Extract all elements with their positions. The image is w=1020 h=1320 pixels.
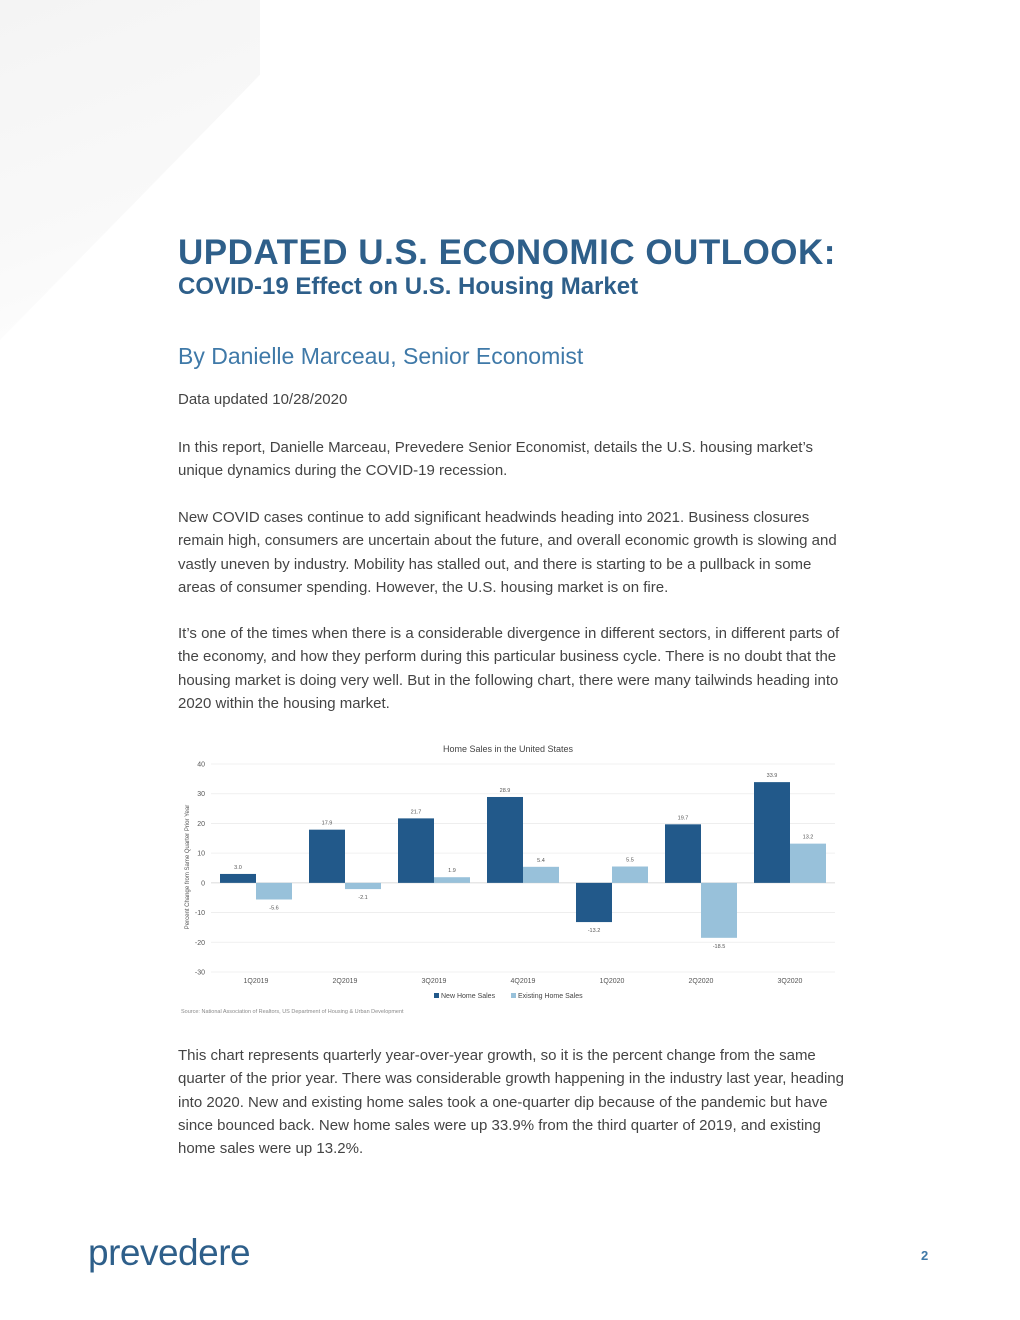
x-tick-label: 3Q2020 [777, 978, 803, 985]
page-number: 2 [921, 1248, 929, 1263]
bar-new-home-sales [220, 874, 256, 883]
chart-bars [220, 782, 826, 938]
y-tick-label: 30 [197, 791, 205, 799]
data-label: 33.9 [766, 773, 778, 780]
paragraph-chart-explanation: This chart represents quarterly year-over-year growth, so it is the percent change from the same quarter of the prior year. There was considerable growth happening in the industry last year, heading into 2020. New and existing home sales took a one-quarter dip because of the pandemic but have since bounced back. New home sales were up 33.9% from the third quarter of 2019, and existing home sales were up 13.2%. [178, 1047, 844, 1158]
data-label: 28.9 [499, 787, 511, 794]
data-label: -5.6 [269, 905, 279, 912]
page-title: UPDATED U.S. ECONOMIC OUTLOOK: [178, 233, 836, 272]
x-tick-label: 2Q2019 [332, 978, 358, 985]
data-label: 5.4 [537, 857, 545, 864]
bar-existing-home-sales [345, 883, 381, 889]
bar-existing-home-sales [434, 877, 470, 883]
bar-new-home-sales [487, 797, 523, 883]
chart-x-ticks [244, 978, 803, 985]
chart-y-ticks [195, 762, 205, 977]
paragraph-covid-headwinds: New COVID cases continue to add significant headwinds heading into 2021. Business closures remain high, consumers are uncertain about the future, and overall economic growth is slowing and vastly uneven by industry. Mobility has stalled out, and there is starting to be a pullback in some areas of consumer spending. However, the U.S. housing market is on fire. [178, 509, 837, 596]
bar-existing-home-sales [256, 883, 292, 900]
data-label: -2.1 [358, 895, 368, 902]
x-tick-label: 4Q2019 [510, 978, 536, 985]
paragraph-intro: In this report, Danielle Marceau, Prevedere Senior Economist, details the U.S. housing market’s unique dynamics during the COVID-19 recession. [178, 439, 814, 480]
data-label: -18.5 [712, 943, 726, 950]
legend-swatch [511, 993, 516, 998]
data-label: 13.2 [802, 834, 814, 841]
x-tick-label: 3Q2019 [421, 978, 447, 985]
paragraph-divergence: It’s one of the times when there is a considerable divergence in different sectors, in different parts of the economy, and how they perform during this particular business cycle. There is no doubt that the housing market is doing very well. But in the following chart, there were many tailwinds heading into 2020 within the housing market. [178, 625, 840, 712]
chart-title: Home Sales in the United States [442, 744, 574, 754]
author-byline: By Danielle Marceau, Senior Economist [178, 343, 584, 369]
x-tick-label: 1Q2019 [243, 978, 269, 985]
y-tick-label: 20 [197, 820, 205, 828]
chart-y-axis-label: Percent Change from Same Quarter Prior Year [185, 804, 191, 930]
bar-new-home-sales [576, 883, 612, 922]
home-sales-chart [178, 740, 840, 1020]
chart-source-note: Source: National Association of Realtors, US Department of Housing & Urban Development [181, 1009, 404, 1015]
page-subtitle: COVID-19 Effect on U.S. Housing Market [178, 273, 639, 300]
data-label: 19.7 [677, 815, 689, 822]
data-label: 5.5 [626, 857, 634, 864]
bar-existing-home-sales [523, 867, 559, 883]
y-tick-label: 0 [201, 880, 205, 888]
bar-existing-home-sales [790, 844, 826, 883]
bar-new-home-sales [398, 818, 434, 882]
data-label: 1.9 [448, 868, 456, 875]
legend-label: New Home Sales [441, 993, 496, 1000]
x-tick-label: 2Q2020 [688, 978, 714, 985]
bar-new-home-sales [665, 824, 701, 883]
chart-svg [178, 740, 840, 1020]
y-tick-label: -30 [194, 969, 205, 977]
chart-legend [434, 993, 583, 1000]
data-label: -13.2 [587, 928, 601, 935]
y-tick-label: -10 [194, 910, 205, 918]
prevedere-logo: prevedere [88, 1232, 251, 1273]
legend-label: Existing Home Sales [518, 993, 583, 1000]
data-updated-date: Data updated 10/28/2020 [178, 391, 348, 408]
y-tick-label: 40 [197, 761, 205, 769]
x-tick-label: 1Q2020 [599, 978, 625, 985]
legend-swatch [434, 993, 439, 998]
bar-new-home-sales [754, 782, 790, 883]
bar-existing-home-sales [701, 883, 737, 938]
bar-existing-home-sales [612, 867, 648, 883]
bar-new-home-sales [309, 830, 345, 883]
y-tick-label: -20 [194, 939, 205, 947]
data-label: 21.7 [410, 809, 422, 816]
data-label: 3.0 [234, 864, 242, 871]
data-label: 17.9 [321, 820, 333, 827]
y-tick-label: 10 [197, 850, 205, 858]
